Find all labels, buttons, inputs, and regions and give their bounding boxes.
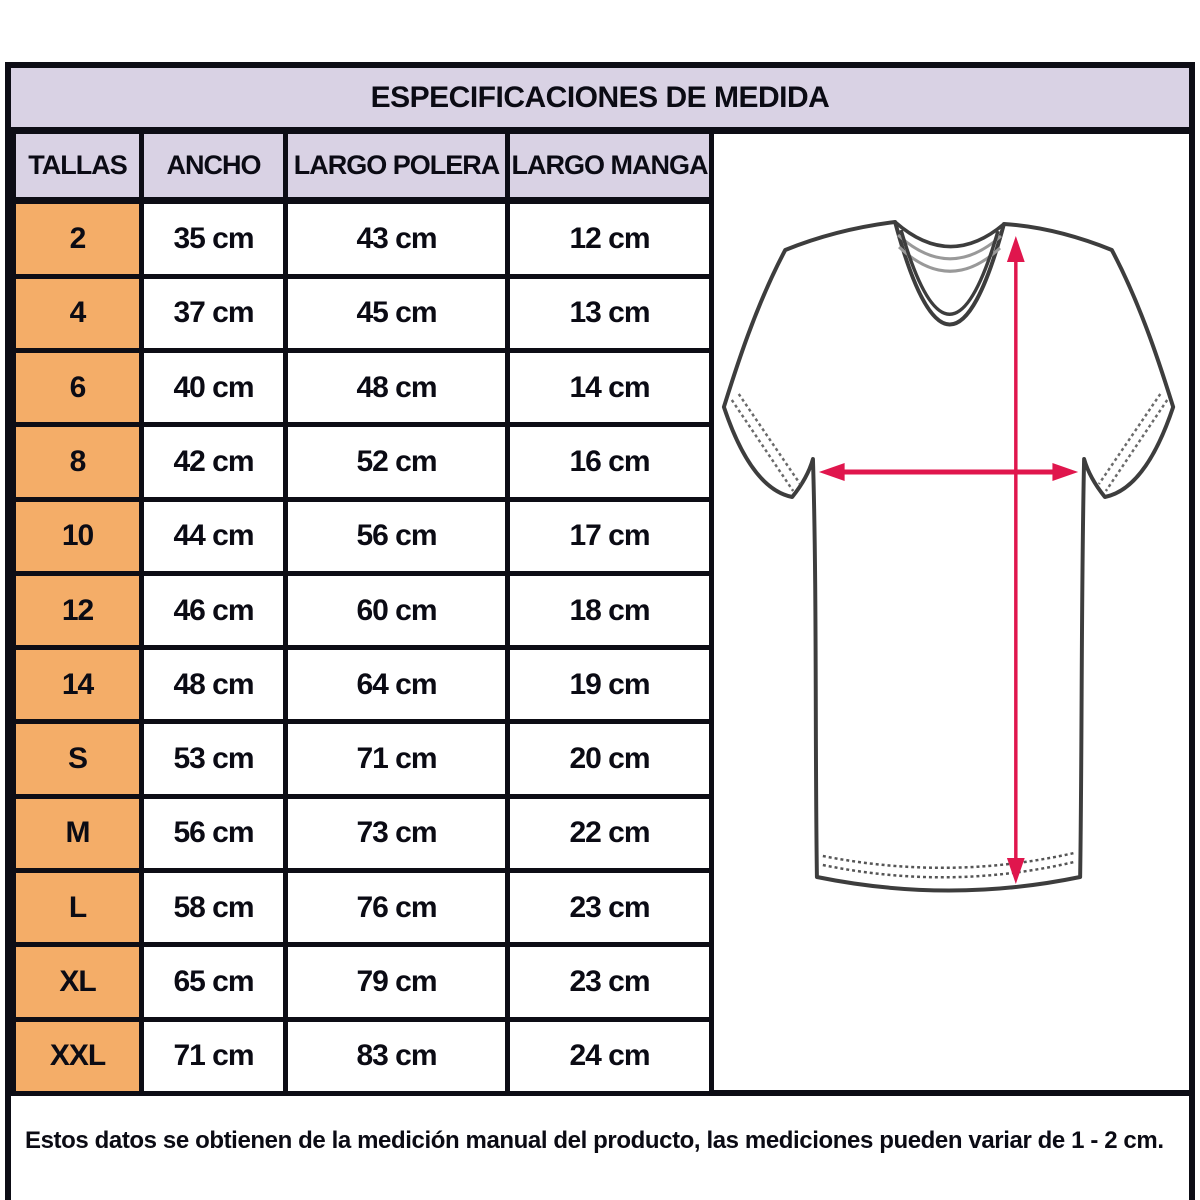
size-spec-sheet [5,62,1195,1200]
size-cell: M [14,796,142,870]
size-cell: L [14,871,142,945]
table-row [14,351,712,425]
table-row [14,499,712,573]
sheet-content [11,134,1189,1096]
table-row [14,796,712,870]
measure-cell: 46 cm [142,573,286,647]
measure-cell: 48 cm [286,351,508,425]
measurement-note: Estos datos se obtienen de la medición manual del producto, las mediciones pueden variar de 1 - 2 cm. [11,1096,1189,1192]
tshirt-diagram-panel [714,134,1189,1096]
measure-cell: 22 cm [508,796,712,870]
size-cell: 4 [14,276,142,350]
measure-cell: 53 cm [142,722,286,796]
size-cell: 8 [14,425,142,499]
measure-cell: 35 cm [142,200,286,276]
size-table [11,134,714,1096]
size-cell: XL [14,945,142,1019]
size-table-body [14,200,712,1094]
measure-cell: 71 cm [142,1019,286,1093]
measure-cell: 79 cm [286,945,508,1019]
table-row [14,573,712,647]
measure-cell: 19 cm [508,648,712,722]
measure-cell: 16 cm [508,425,712,499]
measure-cell: 13 cm [508,276,712,350]
table-header-row [14,134,712,200]
measure-cell: 76 cm [286,871,508,945]
table-row [14,200,712,276]
table-row [14,722,712,796]
measure-cell: 44 cm [142,499,286,573]
measure-cell: 23 cm [508,871,712,945]
size-cell: XXL [14,1019,142,1093]
measure-cell: 73 cm [286,796,508,870]
table-row [14,648,712,722]
tshirt-diagram [714,134,1189,1090]
measure-cell: 12 cm [508,200,712,276]
measure-cell: 56 cm [142,796,286,870]
size-cell: 2 [14,200,142,276]
table-row [14,871,712,945]
measure-cell: 64 cm [286,648,508,722]
table-row [14,425,712,499]
col-header-tallas: TALLAS [14,134,142,200]
table-row [14,1019,712,1093]
col-header-ancho: ANCHO [142,134,286,200]
measure-cell: 24 cm [508,1019,712,1093]
col-header-largo-polera: LARGO POLERA [286,134,508,200]
measure-cell: 14 cm [508,351,712,425]
measure-cell: 40 cm [142,351,286,425]
measure-cell: 37 cm [142,276,286,350]
measure-cell: 20 cm [508,722,712,796]
tshirt-outline [724,222,1173,891]
table-row [14,945,712,1019]
size-cell: 6 [14,351,142,425]
measure-cell: 52 cm [286,425,508,499]
measure-cell: 83 cm [286,1019,508,1093]
size-cell: 10 [14,499,142,573]
measure-cell: 43 cm [286,200,508,276]
measure-cell: 45 cm [286,276,508,350]
size-cell: 14 [14,648,142,722]
measure-cell: 65 cm [142,945,286,1019]
measure-cell: 48 cm [142,648,286,722]
size-cell: S [14,722,142,796]
page-title: ESPECIFICACIONES DE MEDIDA [11,68,1189,134]
measure-cell: 58 cm [142,871,286,945]
measure-cell: 71 cm [286,722,508,796]
measure-cell: 60 cm [286,573,508,647]
col-header-largo-manga: LARGO MANGA [508,134,712,200]
table-row [14,276,712,350]
measure-cell: 17 cm [508,499,712,573]
measure-cell: 18 cm [508,573,712,647]
size-cell: 12 [14,573,142,647]
measure-cell: 56 cm [286,499,508,573]
measure-cell: 42 cm [142,425,286,499]
measure-cell: 23 cm [508,945,712,1019]
